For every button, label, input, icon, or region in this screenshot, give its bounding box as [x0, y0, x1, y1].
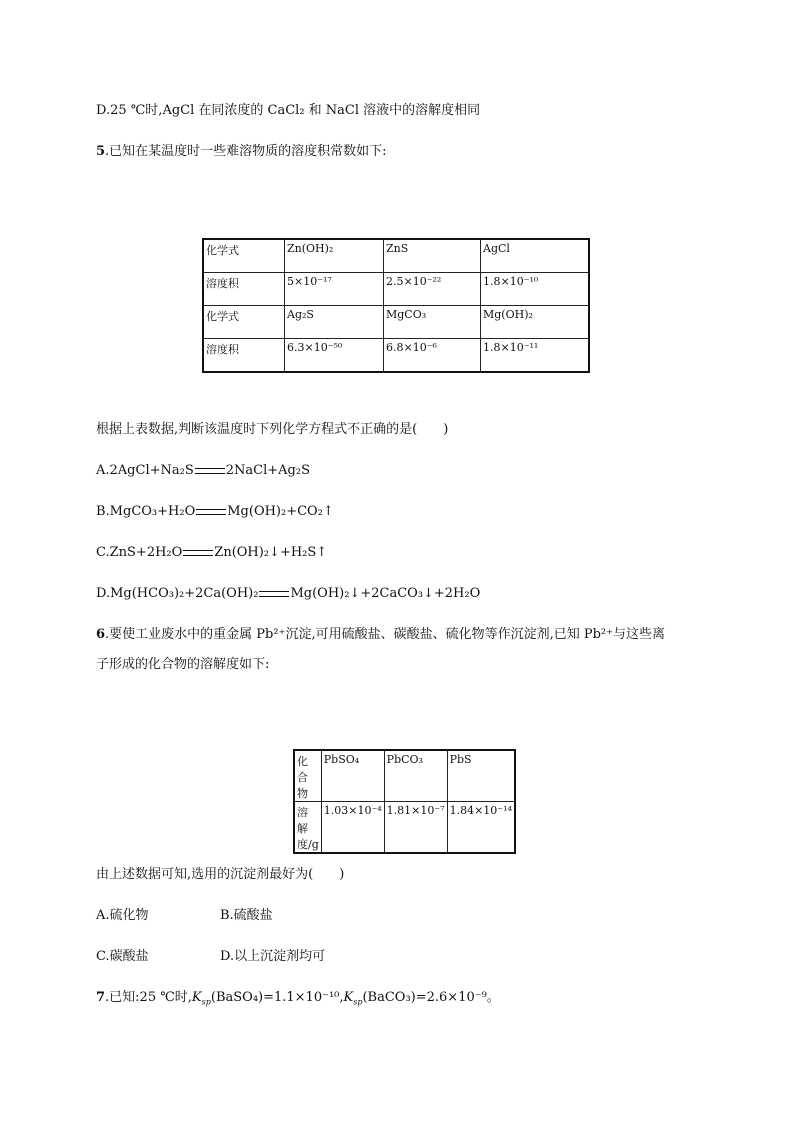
option-a-left: A.2AgCl+Na₂S	[96, 463, 194, 478]
prev-option-d: D.25 ℃时,AgCl 在同浓度的 CaCl₂ 和 NaCl 溶液中的溶解度相同	[96, 103, 481, 118]
table-cell: 2.5×10⁻²²	[384, 273, 481, 306]
table-cell: 5×10⁻¹⁷	[285, 273, 384, 306]
option-b	[96, 503, 334, 521]
table-cell: MgCO₃	[384, 306, 481, 339]
equals-sign-icon	[183, 550, 213, 556]
table-row	[203, 239, 589, 273]
table-cell: 1.03×10⁻⁴	[321, 802, 384, 854]
table-cell: 化合物	[294, 750, 321, 802]
table-row	[203, 273, 589, 306]
ksp-symbol: K	[191, 990, 202, 1005]
option-d	[96, 585, 480, 603]
table-cell: Zn(OH)₂	[285, 239, 384, 273]
option-row-ab	[96, 907, 273, 925]
table-cell: 1.84×10⁻¹⁴	[447, 802, 515, 854]
question-6-stem-line1	[96, 626, 665, 644]
question-7-post: (BaCO₃)=2.6×10⁻⁹。	[362, 990, 500, 1005]
question-5-prompt: 根据上表数据,判断该温度时下列化学方程式不正确的是( )	[96, 422, 449, 437]
table-cell: Mg(OH)₂	[481, 306, 590, 339]
equals-sign-icon	[195, 468, 225, 474]
table-cell: PbS	[447, 750, 515, 802]
option-b: B.硫酸盐	[220, 908, 273, 923]
equals-sign-icon	[196, 509, 226, 515]
table-cell: 化学式	[203, 306, 285, 339]
question-6-prompt: 由上述数据可知,选用的沉淀剂最好为( )	[96, 867, 345, 882]
table-cell: Ag₂S	[285, 306, 384, 339]
option-a-right: 2NaCl+Ag₂S	[225, 463, 310, 478]
table-cell: PbCO₃	[384, 750, 447, 802]
question-5-number: 5	[96, 144, 106, 159]
question-5-text: .已知在某温度时一些难溶物质的溶度积常数如下:	[105, 144, 387, 159]
table-cell: AgCl	[481, 239, 590, 273]
ksp-table	[202, 238, 590, 373]
table-cell: ZnS	[384, 239, 481, 273]
table-cell: 1.8×10⁻¹¹	[481, 339, 590, 373]
option-d-left: D.Mg(HCO₃)₂+2Ca(OH)₂	[96, 586, 259, 601]
option-b-right: Mg(OH)₂+CO₂↑	[227, 504, 334, 519]
question-6-text: .要使工业废水中的重金属 Pb²⁺沉淀,可用硫酸盐、碳酸盐、硫化物等作沉淀剂,已知 Pb²⁺与这些离	[105, 627, 665, 642]
option-a: A.硫化物	[96, 908, 149, 923]
question-7-number: 7	[96, 990, 106, 1005]
table-row	[294, 750, 515, 802]
question-7-stem: 7.已知:25 ℃时$,K_{sp}(BaSO_4)=1.1\times 10^{-10},K_{sp}(BaCO_3)=2.6\times 10^{-9}$。	[96, 990, 500, 1007]
option-row-cd	[96, 948, 326, 966]
option-c	[96, 544, 327, 562]
equals-sign-icon	[259, 591, 289, 597]
table-row	[203, 339, 589, 373]
question-6-number: 6	[96, 627, 106, 642]
table-cell: 6.8×10⁻⁶	[384, 339, 481, 373]
ksp-symbol: K	[343, 990, 354, 1005]
option-c-right: Zn(OH)₂↓+H₂S↑	[214, 545, 328, 560]
option-b-left: B.MgCO₃+H₂O	[96, 504, 196, 519]
solubility-table	[293, 749, 516, 854]
question-7-mid: (BaSO₄)=1.1×10⁻¹⁰,	[210, 990, 344, 1005]
option-c-left: C.ZnS+2H₂O	[96, 545, 183, 560]
option-c: C.碳酸盐	[96, 949, 149, 964]
table-cell: 溶度积	[203, 273, 285, 306]
table-cell: 1.81×10⁻⁷	[384, 802, 447, 854]
table-row	[203, 306, 589, 339]
table-cell: 1.8×10⁻¹⁰	[481, 273, 590, 306]
option-a	[96, 462, 310, 480]
table-cell: PbSO₄	[321, 750, 384, 802]
option-d-right: Mg(OH)₂↓+2CaCO₃↓+2H₂O	[290, 586, 481, 601]
table-cell: 化学式	[203, 239, 285, 273]
table-cell: 溶解度/g	[294, 802, 321, 854]
table-cell: 溶度积	[203, 339, 285, 373]
table-cell: 6.3×10⁻⁵⁰	[285, 339, 384, 373]
option-d: D.以上沉淀剂均可	[220, 949, 326, 964]
question-5-stem	[96, 143, 387, 161]
table-row	[294, 802, 515, 854]
question-7-pre: .已知:25 ℃时,	[105, 990, 192, 1005]
question-6-stem-line2: 子形成的化合物的溶解度如下:	[96, 657, 270, 672]
